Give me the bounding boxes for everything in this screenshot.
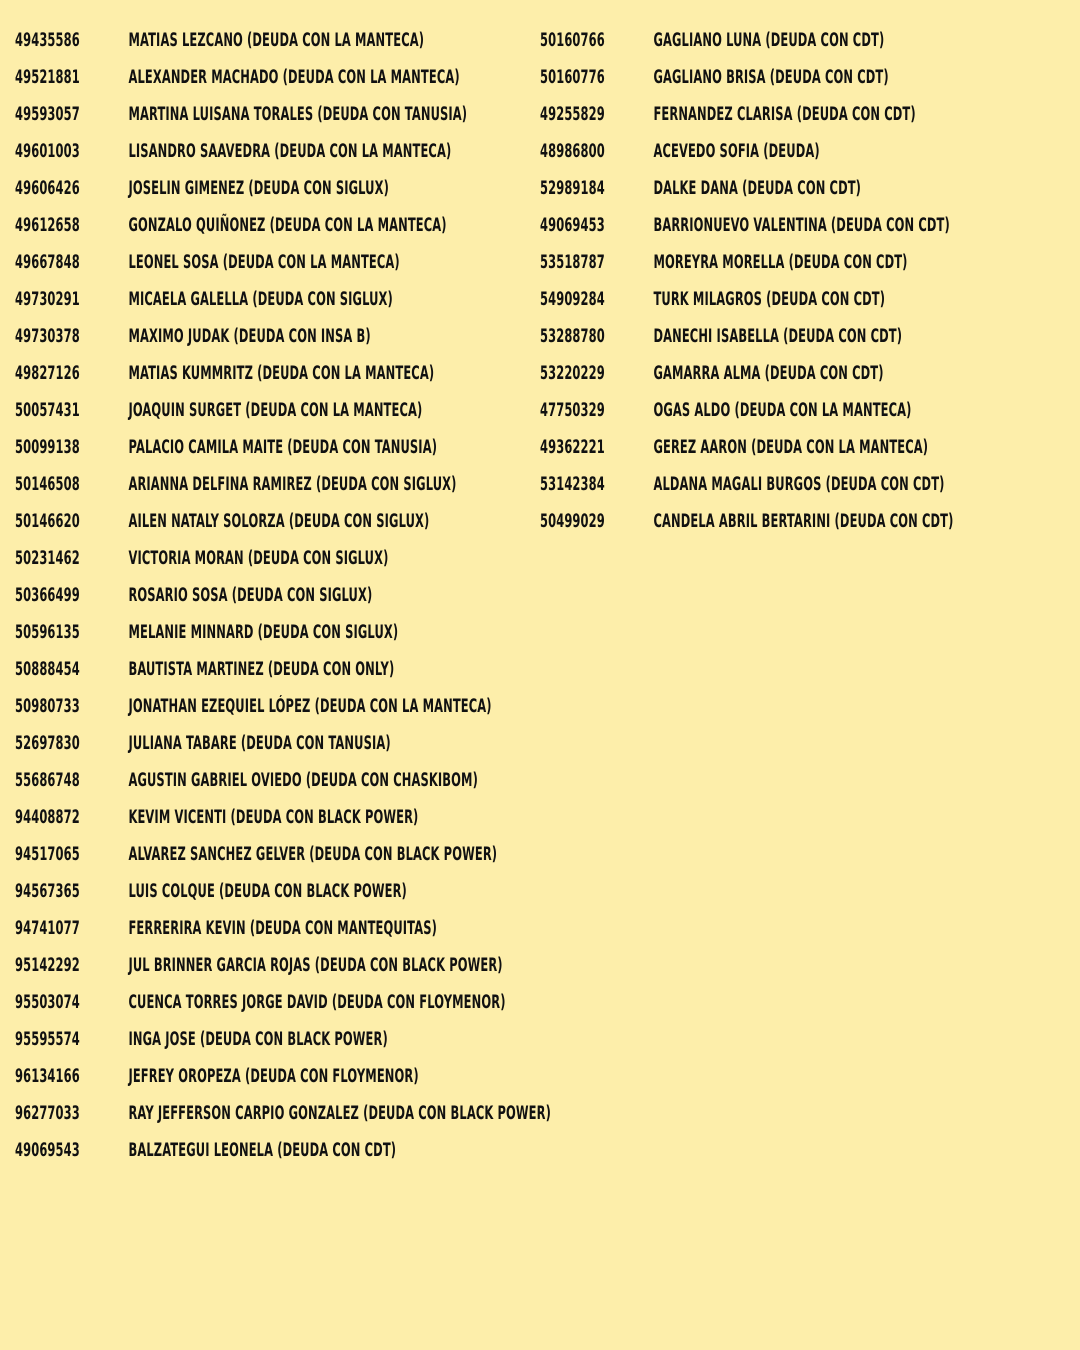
document-number: 53142384 [540, 474, 605, 495]
list-item [540, 170, 869, 207]
document-number: 49606426 [15, 178, 80, 199]
document-number: 50146508 [15, 474, 80, 495]
debtor-entry: ROSARIO SOSA (DEUDA CON SIGLUX) [128, 585, 373, 606]
list-item [15, 947, 503, 984]
document-number: 94408872 [15, 807, 80, 828]
document-number: 55686748 [15, 770, 80, 791]
list-item [15, 503, 430, 540]
list-item [15, 540, 389, 577]
document-number: 49593057 [15, 104, 80, 125]
debtor-entry: LUIS COLQUE (DEUDA CON BLACK POWER) [128, 881, 407, 902]
document-number: 50888454 [15, 659, 80, 680]
document-number: 48986800 [540, 141, 605, 162]
document-number: 96277033 [15, 1103, 80, 1124]
document-number: 50366499 [15, 585, 80, 606]
document-number: 53288780 [540, 326, 605, 347]
list-item [15, 281, 393, 318]
debtor-entry: MATIAS KUMMRITZ (DEUDA CON LA MANTECA) [128, 363, 435, 384]
debtor-entry: TURK MILAGROS (DEUDA CON CDT) [653, 289, 886, 310]
debtor-entry: FERNANDEZ CLARISA (DEUDA CON CDT) [653, 104, 916, 125]
debtor-entry: DANECHI ISABELLA (DEUDA CON CDT) [653, 326, 903, 347]
document-number: 50160776 [540, 67, 605, 88]
document-number: 49730378 [15, 326, 80, 347]
document-number: 50596135 [15, 622, 80, 643]
debtor-entry: ACEVEDO SOFIA (DEUDA) [653, 141, 820, 162]
debtor-entry: MAXIMO JUDAK (DEUDA CON INSA B) [128, 326, 371, 347]
debtor-entry: MELANIE MINNARD (DEUDA CON SIGLUX) [128, 622, 399, 643]
debtor-entry: ALVAREZ SANCHEZ GELVER (DEUDA CON BLACK POWER) [128, 844, 498, 865]
debtor-entry: OGAS ALDO (DEUDA CON LA MANTECA) [653, 400, 912, 421]
debtor-entry: BAUTISTA MARTINEZ (DEUDA CON ONLY) [128, 659, 395, 680]
list-item [540, 503, 954, 540]
debtor-entry: BARRIONUEVO VALENTINA (DEUDA CON CDT) [653, 215, 950, 236]
document-number: 49362221 [540, 437, 605, 458]
debtor-entry: CUENCA TORRES JORGE DAVID (DEUDA CON FLOYMENOR) [128, 992, 506, 1013]
debtor-entry: ALEXANDER MACHADO (DEUDA CON LA MANTECA) [128, 67, 460, 88]
debtor-entry: GEREZ AARON (DEUDA CON LA MANTECA) [653, 437, 929, 458]
document-number: 50160766 [540, 30, 605, 51]
list-item [15, 1095, 551, 1132]
list-item [15, 873, 407, 910]
debtor-entry: GAMARRA ALMA (DEUDA CON CDT) [653, 363, 884, 384]
list-item [15, 799, 419, 836]
debtor-entry: PALACIO CAMILA MAITE (DEUDA CON TANUSIA) [128, 437, 438, 458]
document-number: 95595574 [15, 1029, 80, 1050]
list-item [15, 355, 435, 392]
debtor-entry: KEVIM VICENTI (DEUDA CON BLACK POWER) [128, 807, 419, 828]
debtor-entry: GAGLIANO LUNA (DEUDA CON CDT) [653, 30, 885, 51]
list-item [15, 984, 506, 1021]
list-item [540, 466, 945, 503]
list-item [15, 96, 468, 133]
list-item [15, 577, 373, 614]
list-item [15, 392, 423, 429]
document-number: 49827126 [15, 363, 80, 384]
list-item [15, 836, 498, 873]
list-item [540, 244, 908, 281]
document-number: 49069453 [540, 215, 605, 236]
document-number: 49435586 [15, 30, 80, 51]
document-number: 50057431 [15, 400, 80, 421]
debtor-entry: ARIANNA DELFINA RAMIREZ (DEUDA CON SIGLUX) [128, 474, 457, 495]
debtor-entry: JONATHAN EZEQUIEL LÓPEZ (DEUDA CON LA MANTECA) [128, 696, 492, 717]
right-column-list [540, 22, 1070, 540]
list-item [15, 1132, 397, 1169]
list-item [15, 725, 391, 762]
list-item [15, 429, 438, 466]
list-item [15, 688, 492, 725]
debtor-entry: JULIANA TABARE (DEUDA CON TANUSIA) [128, 733, 391, 754]
debtor-entry: AGUSTIN GABRIEL OVIEDO (DEUDA CON CHASKIBOM) [128, 770, 478, 791]
document-number: 50099138 [15, 437, 80, 458]
list-item [540, 429, 929, 466]
list-item [15, 207, 447, 244]
debtor-entry: BALZATEGUI LEONELA (DEUDA CON CDT) [128, 1140, 397, 1161]
list-item [540, 355, 884, 392]
document-number: 50499029 [540, 511, 605, 532]
debtor-entry: RAY JEFFERSON CARPIO GONZALEZ (DEUDA CON BLACK POWER) [128, 1103, 551, 1124]
list-item [15, 1058, 419, 1095]
document-number: 96134166 [15, 1066, 80, 1087]
debtor-entry: LISANDRO SAAVEDRA (DEUDA CON LA MANTECA) [128, 141, 452, 162]
list-item [15, 22, 425, 59]
list-item [15, 1021, 388, 1058]
document-number: 47750329 [540, 400, 605, 421]
debtor-entry: FERRERIRA KEVIN (DEUDA CON MANTEQUITAS) [128, 918, 437, 939]
document-number: 50231462 [15, 548, 80, 569]
list-item [540, 96, 916, 133]
debtor-entry: GAGLIANO BRISA (DEUDA CON CDT) [653, 67, 889, 88]
debtor-entry: GONZALO QUIÑONEZ (DEUDA CON LA MANTECA) [128, 215, 447, 236]
list-item [15, 133, 452, 170]
debtor-entry: AILEN NATALY SOLORZA (DEUDA CON SIGLUX) [128, 511, 430, 532]
debtor-entry: INGA JOSE (DEUDA CON BLACK POWER) [128, 1029, 388, 1050]
document-number: 94517065 [15, 844, 80, 865]
document-number: 52697830 [15, 733, 80, 754]
debtor-entry: JOSELIN GIMENEZ (DEUDA CON SIGLUX) [128, 178, 389, 199]
document-number: 49601003 [15, 141, 80, 162]
debtor-entry: ALDANA MAGALI BURGOS (DEUDA CON CDT) [653, 474, 945, 495]
debtor-entry: MICAELA GALELLA (DEUDA CON SIGLUX) [128, 289, 393, 310]
debtor-entry: JOAQUIN SURGET (DEUDA CON LA MANTECA) [128, 400, 423, 421]
left-column-list [15, 22, 585, 1169]
list-item [540, 133, 869, 170]
list-item [15, 170, 389, 207]
debtor-entry: JUL BRINNER GARCIA ROJAS (DEUDA CON BLACK POWER) [128, 955, 503, 976]
list-item [15, 651, 395, 688]
document-number: 94567365 [15, 881, 80, 902]
document-number: 50980733 [15, 696, 80, 717]
list-item [15, 762, 478, 799]
list-item [15, 244, 400, 281]
debtor-entry: MATIAS LEZCANO (DEUDA CON LA MANTECA) [128, 30, 425, 51]
debtor-entry: LEONEL SOSA (DEUDA CON LA MANTECA) [128, 252, 400, 273]
list-item [540, 59, 889, 96]
document-number: 49521881 [15, 67, 80, 88]
document-number: 95503074 [15, 992, 80, 1013]
document-number: 54909284 [540, 289, 605, 310]
list-item [540, 318, 903, 355]
list-item [15, 59, 460, 96]
document-number: 49612658 [15, 215, 80, 236]
list-item [15, 910, 437, 947]
document-number: 53518787 [540, 252, 605, 273]
debtor-entry: DALKE DANA (DEUDA CON CDT) [653, 178, 862, 199]
debtor-entry: MOREYRA MORELLA (DEUDA CON CDT) [653, 252, 908, 273]
document-number: 49667848 [15, 252, 80, 273]
list-item [540, 281, 886, 318]
list-item [540, 392, 912, 429]
document-number: 52989184 [540, 178, 605, 199]
document-number: 95142292 [15, 955, 80, 976]
document-number: 94741077 [15, 918, 80, 939]
document-number: 49730291 [15, 289, 80, 310]
debtor-entry: CANDELA ABRIL BERTARINI (DEUDA CON CDT) [653, 511, 954, 532]
list-item [540, 22, 885, 59]
list-item [15, 614, 399, 651]
document-number: 53220229 [540, 363, 605, 384]
list-item [15, 318, 371, 355]
document-number: 49069543 [15, 1140, 80, 1161]
document-number: 49255829 [540, 104, 605, 125]
list-item [15, 466, 457, 503]
debtor-entry: JEFREY OROPEZA (DEUDA CON FLOYMENOR) [128, 1066, 419, 1087]
document-number: 50146620 [15, 511, 80, 532]
debtor-entry: VICTORIA MORAN (DEUDA CON SIGLUX) [128, 548, 389, 569]
debtor-entry: MARTINA LUISANA TORALES (DEUDA CON TANUSIA) [128, 104, 468, 125]
list-item [540, 207, 950, 244]
